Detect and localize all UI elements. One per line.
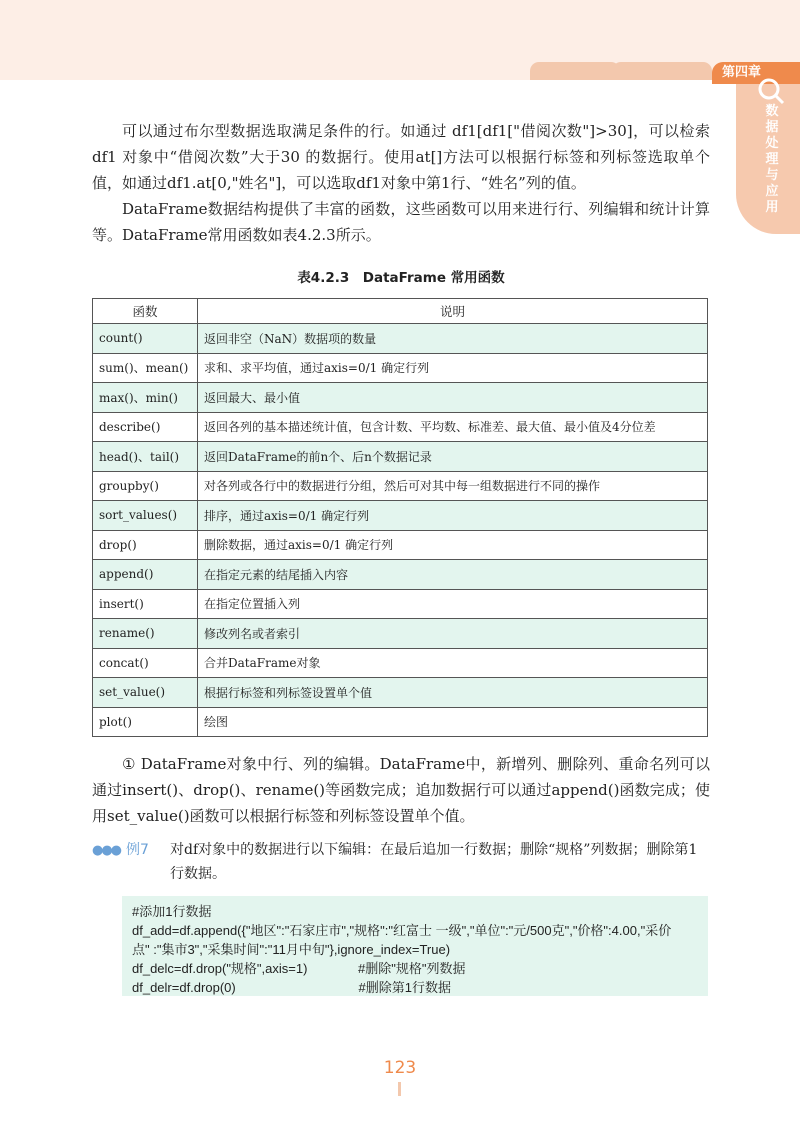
example-heading bbox=[92, 838, 710, 886]
function-name-cell: sort_values() bbox=[93, 501, 198, 531]
dots-icon: ●●● bbox=[92, 843, 121, 858]
page-number-bar bbox=[398, 1082, 401, 1096]
side-title: 数据处理与应用 bbox=[765, 104, 779, 215]
table-row bbox=[93, 383, 708, 413]
table-row bbox=[93, 678, 708, 708]
function-name-cell: describe() bbox=[93, 412, 198, 442]
table-row bbox=[93, 707, 708, 737]
main-content bbox=[92, 118, 710, 829]
chapter-tab: 第四章 bbox=[712, 62, 800, 84]
function-name-cell: max()、min() bbox=[93, 383, 198, 413]
table-row bbox=[93, 530, 708, 560]
function-description-cell: 求和、求平均值，通过axis=0/1 确定行列 bbox=[198, 353, 708, 383]
header-tab-1 bbox=[530, 62, 620, 80]
example-label bbox=[92, 838, 149, 863]
function-name-cell: drop() bbox=[93, 530, 198, 560]
function-name-cell: head()、tail() bbox=[93, 442, 198, 472]
example-number: 例7 bbox=[126, 842, 149, 858]
table-row bbox=[93, 324, 708, 354]
page-number: 123 bbox=[383, 1058, 417, 1078]
table-row bbox=[93, 471, 708, 501]
function-description-cell: 删除数据，通过axis=0/1 确定行列 bbox=[198, 530, 708, 560]
table-row bbox=[93, 619, 708, 649]
function-description-cell: 对各列或各行中的数据进行分组，然后可对其中每一组数据进行不同的操作 bbox=[198, 471, 708, 501]
code-block bbox=[122, 896, 708, 996]
function-name-cell: insert() bbox=[93, 589, 198, 619]
function-description-cell: 返回各列的基本描述统计值，包含计数、平均数、标准差、最大值、最小值及4分位差 bbox=[198, 412, 708, 442]
table-row bbox=[93, 560, 708, 590]
code-line: df_add=df.append({"地区":"石家庄市","规格":"红富士 一级","单位":"元/500克","价格":4.00,"采价 bbox=[132, 923, 672, 938]
paragraph-2: DataFrame数据结构提供了丰富的函数，这些函数可以用来进行行、列编辑和统计计算等。DataFrame常用函数如表4.2.3所示。 bbox=[92, 200, 710, 244]
functions-table bbox=[92, 298, 708, 737]
function-name-cell: rename() bbox=[93, 619, 198, 649]
function-description-cell: 排序，通过axis=0/1 确定行列 bbox=[198, 501, 708, 531]
function-description-cell: 修改列名或者索引 bbox=[198, 619, 708, 649]
code-line: #添加1行数据 bbox=[132, 904, 212, 919]
function-description-cell: 返回最大、最小值 bbox=[198, 383, 708, 413]
example-text: 对df对象中的数据进行以下编辑：在最后追加一行数据；删除“规格”列数据；删除第1 行数据。 bbox=[170, 842, 698, 882]
paragraph-3: ① DataFrame对象中行、列的编辑。DataFrame中，新增列、删除列、重命名列可以通过insert()、drop()、rename()等函数完成；追加数据行可以通过append()函数完成；使用set_value()函数可以根据行标签和列标签设置单个值。 bbox=[92, 755, 710, 825]
table-row bbox=[93, 442, 708, 472]
function-description-cell: 在指定位置插入列 bbox=[198, 589, 708, 619]
header-tab-2 bbox=[612, 62, 712, 80]
function-name-cell: plot() bbox=[93, 707, 198, 737]
table-row bbox=[93, 589, 708, 619]
function-description-cell: 在指定元素的结尾插入内容 bbox=[198, 560, 708, 590]
function-name-cell: count() bbox=[93, 324, 198, 354]
code-line: df_delc=df.drop("规格",axis=1) #删除"规格"列数据 bbox=[132, 961, 466, 976]
magnifier-icon bbox=[756, 76, 786, 106]
code-line: 点" :"集市3","采集时间":"11月中旬"},ignore_index=True) bbox=[132, 942, 451, 957]
paragraph-1: 可以通过布尔型数据选取满足条件的行。如通过 df1[df1["借阅次数"]>30]，可以检索 df1 对象中“借阅次数”大于30 的数据行。使用at[]方法可以根据行标签和列标签选取单个值，如通过df1.at[0,"姓名"]，可以选取df1对象中第1行、“姓名”列的值。 bbox=[92, 122, 710, 192]
function-description-cell: 根据行标签和列标签设置单个值 bbox=[198, 678, 708, 708]
table-row bbox=[93, 353, 708, 383]
function-name-cell: set_value() bbox=[93, 678, 198, 708]
function-description-cell: 绘图 bbox=[198, 707, 708, 737]
table-row bbox=[93, 412, 708, 442]
example-block bbox=[92, 838, 710, 886]
table-header-function: 函数 bbox=[93, 299, 198, 324]
table-header-description: 说明 bbox=[198, 299, 708, 324]
table-row bbox=[93, 501, 708, 531]
function-description-cell: 合并DataFrame对象 bbox=[198, 648, 708, 678]
table-title: 表4.2.3 DataFrame 常用函数 bbox=[297, 270, 505, 286]
function-name-cell: concat() bbox=[93, 648, 198, 678]
function-name-cell: sum()、mean() bbox=[93, 353, 198, 383]
function-description-cell: 返回非空（NaN）数据项的数量 bbox=[198, 324, 708, 354]
function-name-cell: append() bbox=[93, 560, 198, 590]
code-line: df_delr=df.drop(0) #删除第1行数据 bbox=[132, 980, 451, 995]
function-name-cell: groupby() bbox=[93, 471, 198, 501]
function-description-cell: 返回DataFrame的前n个、后n个数据记录 bbox=[198, 442, 708, 472]
table-row bbox=[93, 648, 708, 678]
